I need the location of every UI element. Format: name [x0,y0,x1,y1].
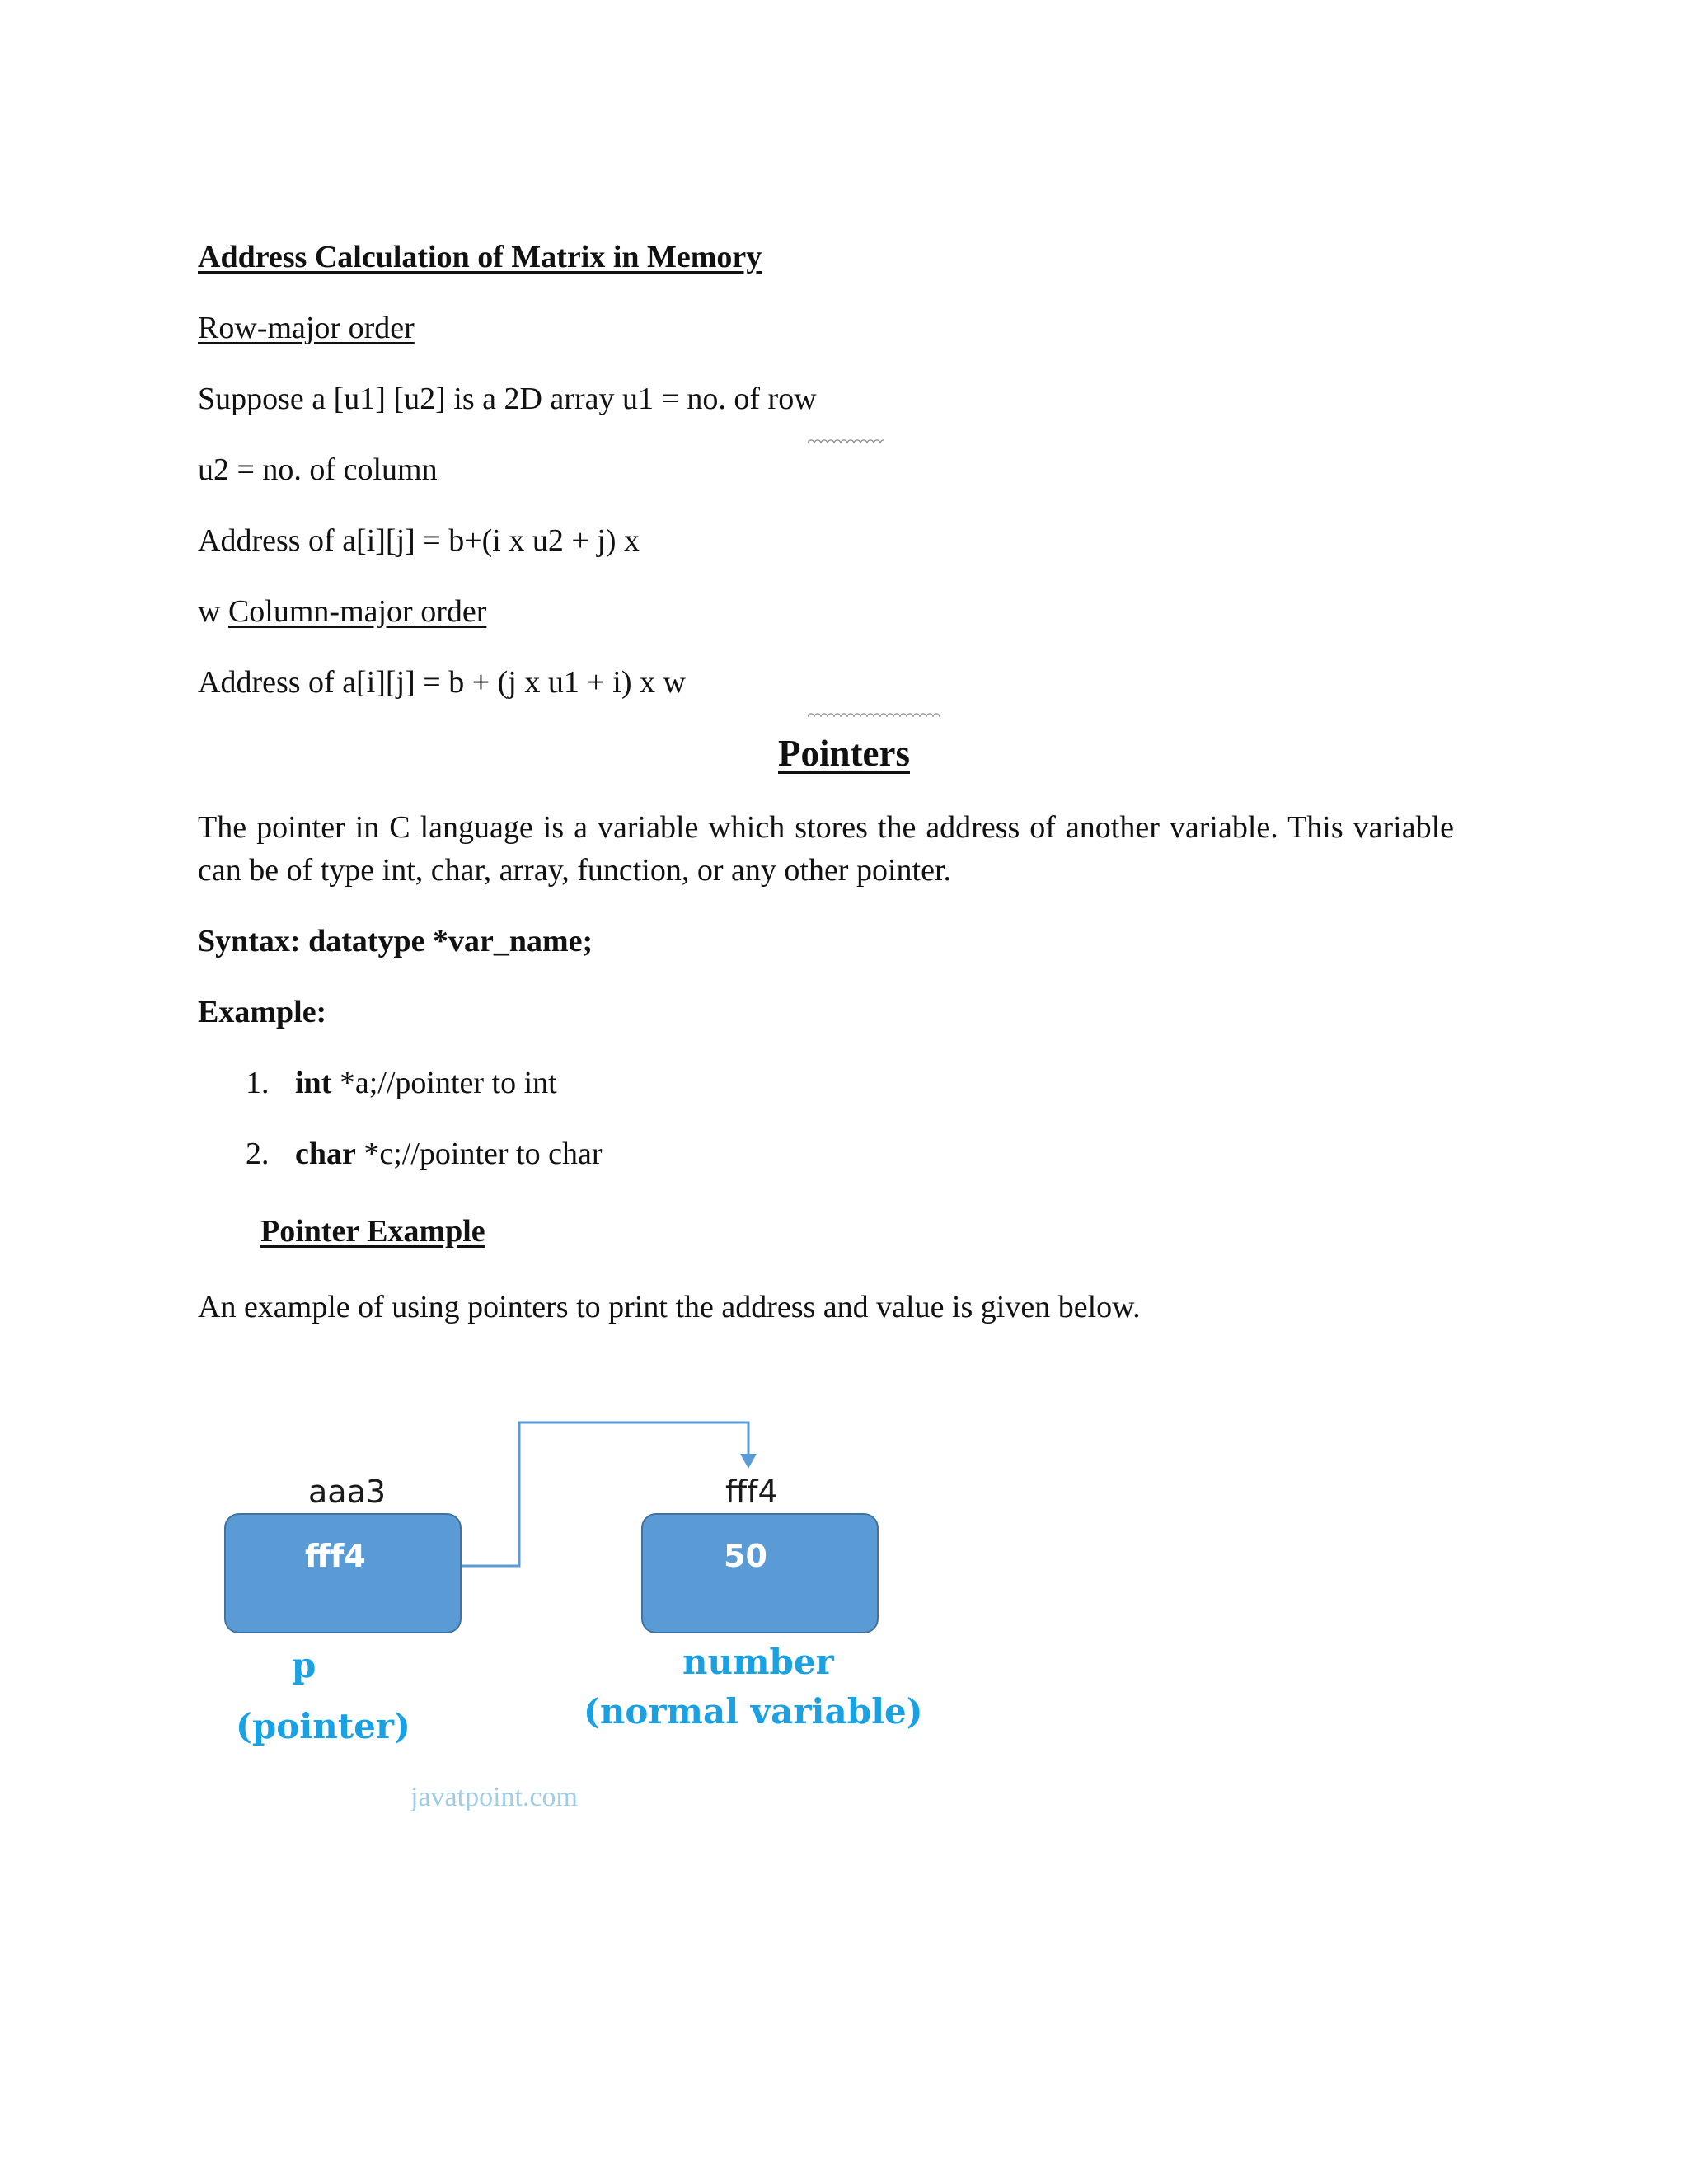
variable-kind: (normal variable) [584,1691,923,1732]
syntax-line: Syntax: datatype *var_name; [198,924,593,958]
pointers-heading: Pointers [778,733,910,774]
pointer-box [224,1513,462,1633]
column-major-heading: Column-major order [227,594,487,629]
pointer-value: fff4 [305,1538,366,1574]
pointer-example-heading: Pointer Example [260,1214,485,1249]
pointer-description: The pointer in C language is a variable which stores the address of another variable. This variable can be of type int, char, array, function, or any other pointer. [198,810,1454,888]
code-keyword: int [295,1066,332,1100]
variable-name: number [682,1642,834,1682]
suppose-line: Suppose a [u1] [u2] is a 2D array u1 = no. of row [198,382,817,416]
code-keyword: char [295,1137,356,1171]
matrix-title: Address Calculation of Matrix in Memory [198,240,762,274]
column-major-formula: Address of a[i][j] = b + (j x u1 + i) x w [198,665,686,700]
variable-value: 50 [724,1538,767,1574]
code-rest: *c;//pointer to char [355,1137,603,1171]
code-rest: *a;//pointer to int [331,1066,557,1100]
u2-line: u2 = no. of column [198,452,438,487]
pointer-name: p [292,1645,316,1685]
list-number: 1. [246,1066,270,1100]
pointer-example-text: An example of using pointers to print the address and value is given below. [198,1290,1141,1324]
row-major-heading: Row-major order [198,311,415,345]
example-label: Example: [198,995,327,1029]
variable-box [641,1513,879,1633]
w-prefix: w [198,594,228,629]
list-number: 2. [246,1137,270,1171]
watermark: javatpoint.com [410,1782,579,1812]
pointer-kind: (pointer) [236,1706,410,1746]
row-major-formula: Address of a[i][j] = b+(i x u2 + j) x [198,523,640,558]
variable-address: fff4 [725,1474,778,1510]
pointer-address: aaa3 [308,1474,387,1510]
arrow-head-icon [740,1454,757,1469]
